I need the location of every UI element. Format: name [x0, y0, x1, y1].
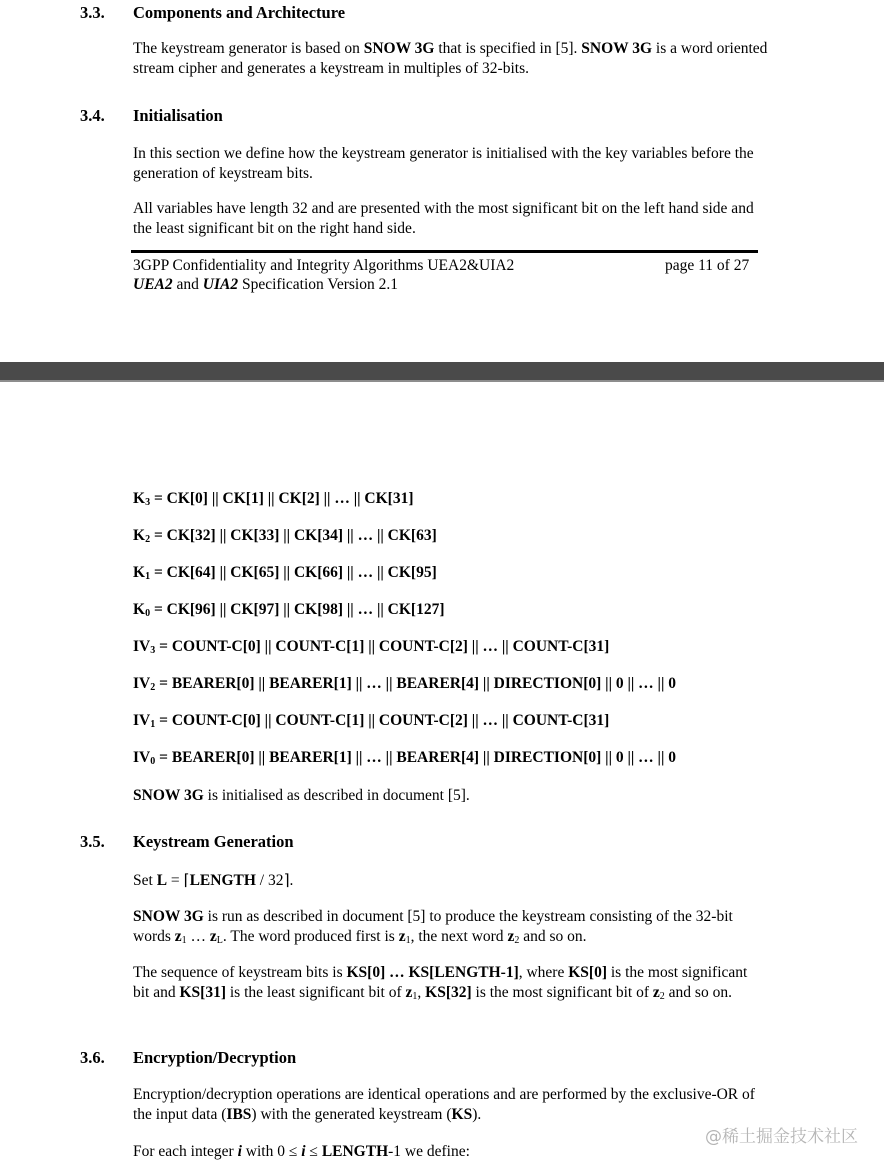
section-heading-keystream-generation: Keystream Generation [133, 832, 294, 851]
paragraph-set-l: Set L = ⌈LENGTH / 32⌉. [133, 871, 294, 889]
paragraph-keystream-words: SNOW 3G is run as described in document [5] to produce the keystream consisting of the 32-bit words $z_1$ … $z_L$. The word produced first is $z_1$, the next word $z_2$ and so on. [133, 908, 733, 946]
equation-iv2: $IV_2$ = BEARER[0] || BEARER[1] || … || BEARER[4] || DIRECTION[0] || 0 || … || 0 [133, 675, 677, 693]
paragraph-init-bitorder: All variables have length 32 and are presented with the most significant bit on the left hand side and the least significant bit on the right hand side. [133, 200, 754, 237]
paragraph-keystream-bits: The sequence of keystream bits is KS[0] … KS[LENGTH-1], where KS[0] is the most significant bit and KS[31] is the least significant bit of $z_1$, KS[32] is the most significant bit of $z_2$ and so on. [133, 964, 748, 1002]
equation-k3: $K_3 = CK[0]$ || CK[1] || CK[2] || … || CK[31] [133, 490, 414, 508]
page-separator [0, 362, 884, 380]
section-heading-encryption: Encryption/Decryption [133, 1048, 297, 1067]
paragraph-init-intro: In this section we define how the keystream generator is initialised with the key variables before the generation of keystream bits. [133, 145, 754, 182]
footer-doc-title: 3GPP Confidentiality and Integrity Algorithms UEA2&UIA2 [133, 257, 515, 274]
section-heading-components: Components and Architecture [133, 3, 346, 22]
footer-rule [131, 250, 758, 253]
equation-iv3: $IV_3$ = COUNT-C[0] || COUNT-C[1] || COUNT-C[2] || … || COUNT-C[31] [133, 638, 610, 656]
paragraph-init-note: SNOW 3G is initialised as described in document [5]. [133, 787, 470, 804]
paragraph-encryption: Encryption/decryption operations are identical operations and are performed by the exclusive-OR of the input data (IBS) with the generated keystream (KS). [133, 1086, 755, 1123]
equation-iv1: $IV_1$ = COUNT-C[0] || COUNT-C[1] || COUNT-C[2] || … || COUNT-C[31] [133, 712, 610, 730]
equation-k0: $K_0 = CK[96]$ || CK[97] || CK[98] || … || CK[127] [133, 601, 445, 619]
footer-page-number: page 11 of 27 [665, 257, 750, 274]
paragraph-components: The keystream generator is based on SNOW 3G that is specified in [5]. SNOW 3G is a word oriented stream cipher and generates a keystream in multiples of 32-bits. [133, 40, 768, 77]
equation-k2: $K_2 = CK[32]$ || CK[33] || CK[34] || … || CK[63] [133, 527, 437, 545]
section-heading-initialisation: Initialisation [133, 106, 223, 125]
footer-spec-version: UEA2 and UIA2 Specification Version 2.1 [133, 276, 398, 293]
watermark-label: @稀土掘金技术社区 [705, 1127, 858, 1147]
page-separator-edge [0, 380, 884, 382]
paragraph-for-each: For each integer i with 0 ≤ i ≤ LENGTH-1 we define: [133, 1143, 470, 1160]
section-number-3-3: 3.3. [80, 3, 105, 22]
section-number-3-5: 3.5. [80, 832, 105, 851]
section-number-3-4: 3.4. [80, 106, 105, 125]
section-number-3-6: 3.6. [80, 1048, 105, 1067]
equation-k1: $K_1 = CK[64]$ || CK[65] || CK[66] || … || CK[95] [133, 564, 437, 582]
equation-iv0: $IV_0$ = BEARER[0] || BEARER[1] || … || BEARER[4] || DIRECTION[0] || 0 || … || 0 [133, 749, 677, 767]
